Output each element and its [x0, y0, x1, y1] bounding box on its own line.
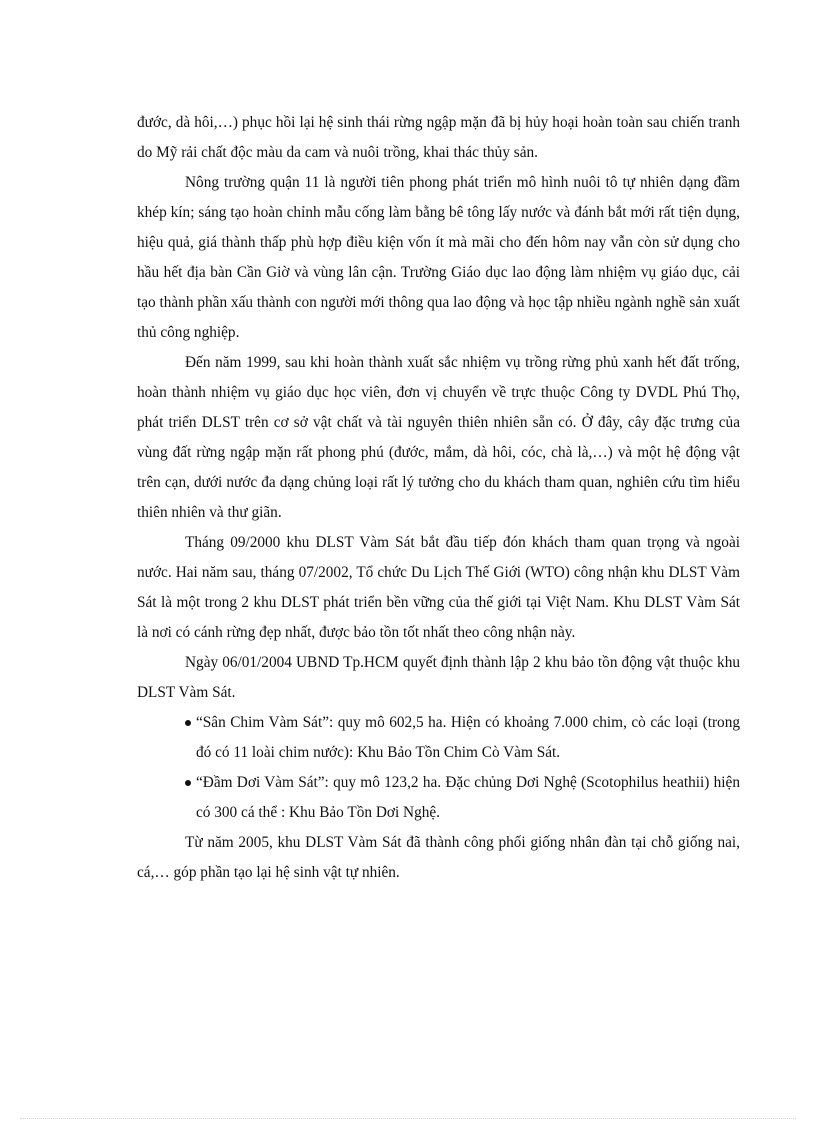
- paragraph-nong-truong: Nông trường quận 11 là người tiên phong phát triển mô hình nuôi tô tự nhiên dạng đầm khép kín; sáng tạo hoàn chỉnh mẫu cống làm bằng bê tông lấy nước và đánh bắt mới rất tiện dụng, hiệu quả, giá thành thấp phù hợp điều kiện vốn ít mà mãi cho đến hôm nay vẫn còn sử dụng cho hầu hết địa bàn Cần Giờ và vùng lân cận. Trường Giáo dục lao động làm nhiệm vụ giáo dục, cải tạo thành phần xấu thành con người mới thông qua lao động và học tập nhiều ngành nghề sản xuất thủ công nghiệp.: [137, 174, 740, 341]
- list-item: [137, 708, 740, 768]
- paragraph-intro: đước, dà hôi,…) phục hồi lại hệ sinh thái rừng ngập mặn đã bị hủy hoại hoàn toàn sau chiến tranh do Mỹ rải chất độc màu da cam và nuôi trồng, khai thác thủy sản.: [137, 114, 740, 161]
- page-bottom-rule: [20, 1118, 796, 1119]
- list-item-text: “Sân Chim Vàm Sát”: quy mô 602,5 ha. Hiện có khoảng 7.000 chim, cò các loại (trong đó có 11 loài chim nước): Khu Bảo Tồn Chim Cò Vàm Sát.: [196, 714, 740, 761]
- document-page: [137, 108, 740, 888]
- list-item-text: “Đầm Dơi Vàm Sát”: quy mô 123,2 ha. Đặc chủng Dơi Nghệ (Scotophilus heathii) hiện có 300 cá thể : Khu Bảo Tồn Dơi Nghệ.: [196, 774, 740, 821]
- paragraph-nam-1999: Đến năm 1999, sau khi hoàn thành xuất sắc nhiệm vụ trồng rừng phủ xanh hết đất trống, hoàn thành nhiệm vụ giáo dục học viên, đơn vị chuyển về trực thuộc Công ty DVDL Phú Thọ, phát triển DLST trên cơ sở vật chất và tài nguyên thiên nhiên sẵn có. Ở đây, cây đặc trưng của vùng đất rừng ngập mặn rất phong phú (đước, mắm, dà hôi, cóc, chà là,…) và một hệ động vật trên cạn, dưới nước đa dạng chủng loại rất lý tưởng cho du khách tham quan, nghiên cứu tìm hiểu thiên nhiên và thư giãn.: [137, 354, 740, 521]
- bullet-icon: [185, 780, 191, 786]
- paragraph-ngay-06-01-2004: Ngày 06/01/2004 UBND Tp.HCM quyết định thành lập 2 khu bảo tồn động vật thuộc khu DLST Vàm Sát.: [137, 654, 740, 701]
- conservation-list: [137, 708, 740, 828]
- bullet-icon: [185, 720, 191, 726]
- paragraph-closing: Từ năm 2005, khu DLST Vàm Sát đã thành công phối giống nhân đàn tại chỗ giống nai, cá,… góp phần tạo lại hệ sinh vật tự nhiên.: [137, 834, 740, 881]
- list-item: [137, 768, 740, 828]
- paragraph-thang-09-2000: Tháng 09/2000 khu DLST Vàm Sát bắt đầu tiếp đón khách tham quan trọng và ngoài nước. Hai năm sau, tháng 07/2002, Tổ chức Du Lịch Thế Giới (WTO) công nhận khu DLST Vàm Sát là một trong 2 khu DLST phát triển bền vững của thế giới tại Việt Nam. Khu DLST Vàm Sát là nơi có cánh rừng đẹp nhất, được bảo tồn tốt nhất theo công nhận này.: [137, 534, 740, 641]
